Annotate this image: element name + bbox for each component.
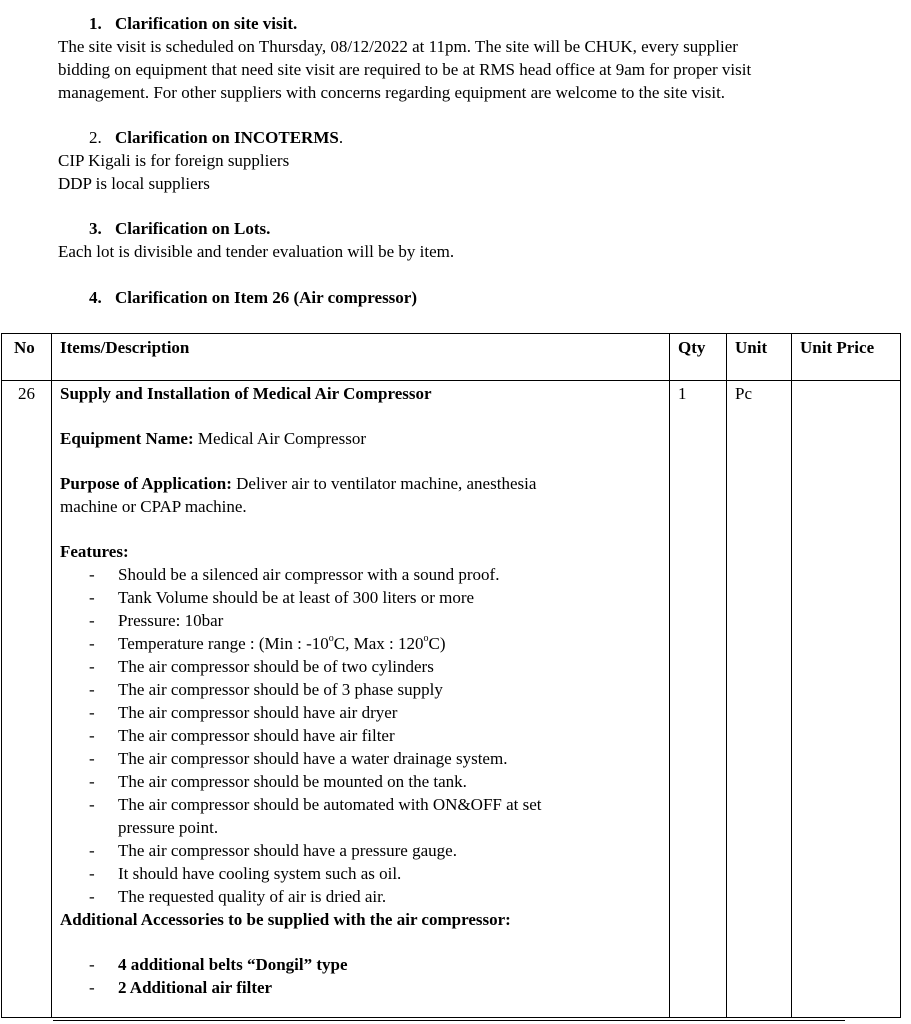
purpose-of-application: Purpose of Application: Deliver air to ventilator machine, anesthesia — [60, 474, 537, 493]
section-2-number: 2. — [89, 128, 102, 147]
section-1-line-2: bidding on equipment that need site visit are required to be at RMS head office at 9am for proper visit — [58, 60, 752, 79]
list-item: - The air compressor should be of two cylinders — [89, 657, 434, 676]
section-4-heading — [89, 286, 417, 309]
cell-unit-price — [792, 381, 901, 1018]
section-3-number: 3. — [89, 219, 102, 238]
purpose-continuation: machine or CPAP machine. — [60, 497, 247, 516]
section-2-line-1: CIP Kigali is for foreign suppliers — [58, 151, 290, 170]
accessories-list — [60, 953, 661, 999]
cell-no: 26 — [2, 381, 52, 1018]
section-3-title: Clarification on Lots. — [115, 219, 271, 238]
list-item: - Pressure: 10bar — [89, 611, 224, 630]
section-2-line-2: DDP is local suppliers — [58, 174, 210, 193]
table-header-row — [2, 334, 901, 381]
list-item: - The air compressor should have air dryer — [89, 703, 398, 722]
section-1-number: 1. — [89, 14, 102, 33]
bottom-rule — [53, 1020, 845, 1021]
list-item: - The air compressor should be of 3 phase supply — [89, 680, 443, 699]
cell-qty: 1 — [670, 381, 727, 1018]
header-description: Items/Description — [52, 334, 670, 381]
section-3-heading — [89, 217, 270, 240]
items-table — [1, 333, 901, 1018]
section-1-heading — [89, 12, 297, 35]
features-list — [60, 563, 661, 908]
item-title: Supply and Installation of Medical Air Compressor — [60, 384, 432, 403]
list-item: - The air compressor should be mounted on the tank. — [89, 772, 467, 791]
list-item: - Tank Volume should be at least of 300 liters or more — [89, 588, 475, 607]
section-3-line-1: Each lot is divisible and tender evaluation will be by item. — [58, 242, 455, 261]
section-1-line-1: The site visit is scheduled on Thursday, 08/12/2022 at 11pm. The site will be CHUK, every supplier — [58, 37, 738, 56]
section-4-number: 4. — [89, 288, 102, 307]
section-1-title: Clarification on site visit. — [115, 14, 298, 33]
list-item: - The air compressor should be automated with ON&OFF at set pressure point. — [89, 795, 542, 837]
header-unit-price: Unit Price — [792, 334, 901, 381]
header-unit: Unit — [727, 334, 792, 381]
section-2-title-suffix: . — [338, 128, 344, 147]
list-item: - The requested quality of air is dried air. — [89, 887, 387, 906]
list-item: - Temperature range : (Min : -10$^o$C, Max : 120$^o$C) — [89, 633, 446, 653]
equipment-name: Equipment Name: Medical Air Compressor — [60, 429, 366, 448]
list-item: - 4 additional belts “Dongil” type — [89, 955, 348, 974]
features-label: Features: — [60, 542, 129, 561]
section-4-title: Clarification on Item 26 (Air compressor) — [115, 288, 418, 307]
cell-unit: Pc — [727, 381, 792, 1018]
list-item: - The air compressor should have air filter — [89, 726, 395, 745]
section-2-title: Clarification on INCOTERMS — [115, 128, 339, 147]
list-item: - The air compressor should have a pressure gauge. — [89, 841, 457, 860]
header-qty: Qty — [670, 334, 727, 381]
header-no: No — [2, 334, 52, 381]
item-description — [52, 381, 669, 999]
accessories-label: Additional Accessories to be supplied with the air compressor: — [60, 910, 511, 929]
list-item: - Should be a silenced air compressor with a sound proof. — [89, 565, 500, 584]
section-1-line-3: management. For other suppliers with concerns regarding equipment are welcome to the site visit. — [58, 83, 726, 102]
section-2-heading — [89, 126, 343, 149]
cell-description — [52, 381, 670, 1018]
table-row — [2, 381, 901, 1018]
list-item: - 2 Additional air filter — [89, 978, 273, 997]
list-item: - It should have cooling system such as oil. — [89, 864, 402, 883]
list-item: - The air compressor should have a water drainage system. — [89, 749, 508, 768]
